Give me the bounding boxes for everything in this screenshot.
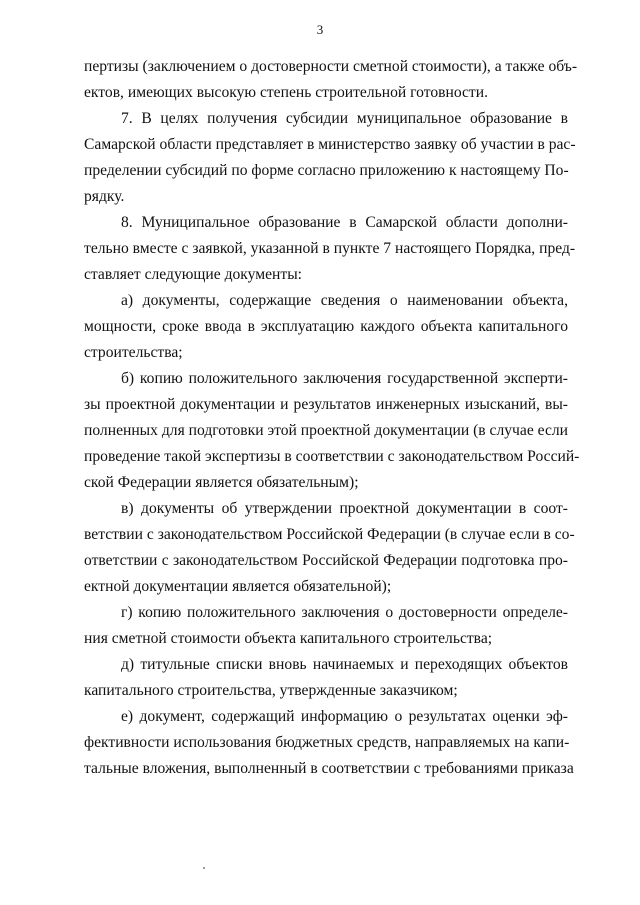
text-line: тельно вместе с заявкой, указанной в пункте 7 настоящего Порядка, пред-: [84, 240, 576, 257]
text-line: е) документ, содержащий информацию о результатах оценки эф-: [121, 708, 568, 725]
text-line: мощности, сроке ввода в эксплуатацию каждого объекта капитального: [84, 318, 568, 335]
text-line: ставляет следующие документы:: [84, 266, 303, 283]
text-line: рядку.: [84, 188, 125, 205]
document-body: [84, 54, 580, 782]
text-line: 7. В целях получения субсидии муниципальное образование в: [121, 110, 568, 127]
text-line: ской Федерации является обязательным);: [84, 474, 359, 491]
scan-speck: [203, 867, 205, 869]
text-line: зы проектной документации и результатов инженерных изысканий, вы-: [84, 396, 568, 413]
text-line: б) копию положительного заключения государственной эксперти-: [121, 370, 568, 387]
text-line: пертизы (заключением о достоверности сметной стоимости), а также объ-: [84, 58, 578, 75]
text-line: д) титульные списки вновь начинаемых и переходящих объектов: [121, 656, 568, 673]
text-line: 8. Муниципальное образование в Самарской области дополни-: [121, 214, 568, 231]
text-line: строительства;: [84, 344, 183, 361]
text-line: ния сметной стоимости объекта капитального строительства;: [84, 630, 493, 647]
text-line: ектов, имеющих высокую степень строительной готовности.: [84, 84, 488, 101]
text-line: пределении субсидий по форме согласно приложению к настоящему По-: [84, 162, 569, 179]
text-line: в) документы об утверждении проектной документации в соот-: [121, 500, 568, 517]
text-line: г) копию положительного заключения о достоверности определе-: [121, 604, 568, 621]
text-line: фективности использования бюджетных средств, направляемых на капи-: [84, 734, 570, 751]
text-line: проведение такой экспертизы в соответствии с законодательством Россий-: [84, 448, 580, 465]
text-line: капитального строительства, утвержденные заказчиком;: [84, 682, 458, 699]
text-line: Самарской области представляет в министерство заявку об участии в рас-: [84, 136, 576, 153]
text-line: полненных для подготовки этой проектной документации (в случае если: [84, 422, 568, 439]
page-number: 3: [316, 22, 324, 37]
text-line: а) документы, содержащие сведения о наименовании объекта,: [121, 292, 568, 309]
text-line: ектной документации является обязательной);: [84, 578, 392, 595]
text-line: ответствии с законодательством Российской Федерации подготовка про-: [84, 552, 568, 569]
text-line: тальные вложения, выполненный в соответствии с требованиями приказа: [84, 760, 574, 777]
text-line: ветствии с законодательством Российской Федерации (в случае если в со-: [84, 526, 575, 543]
